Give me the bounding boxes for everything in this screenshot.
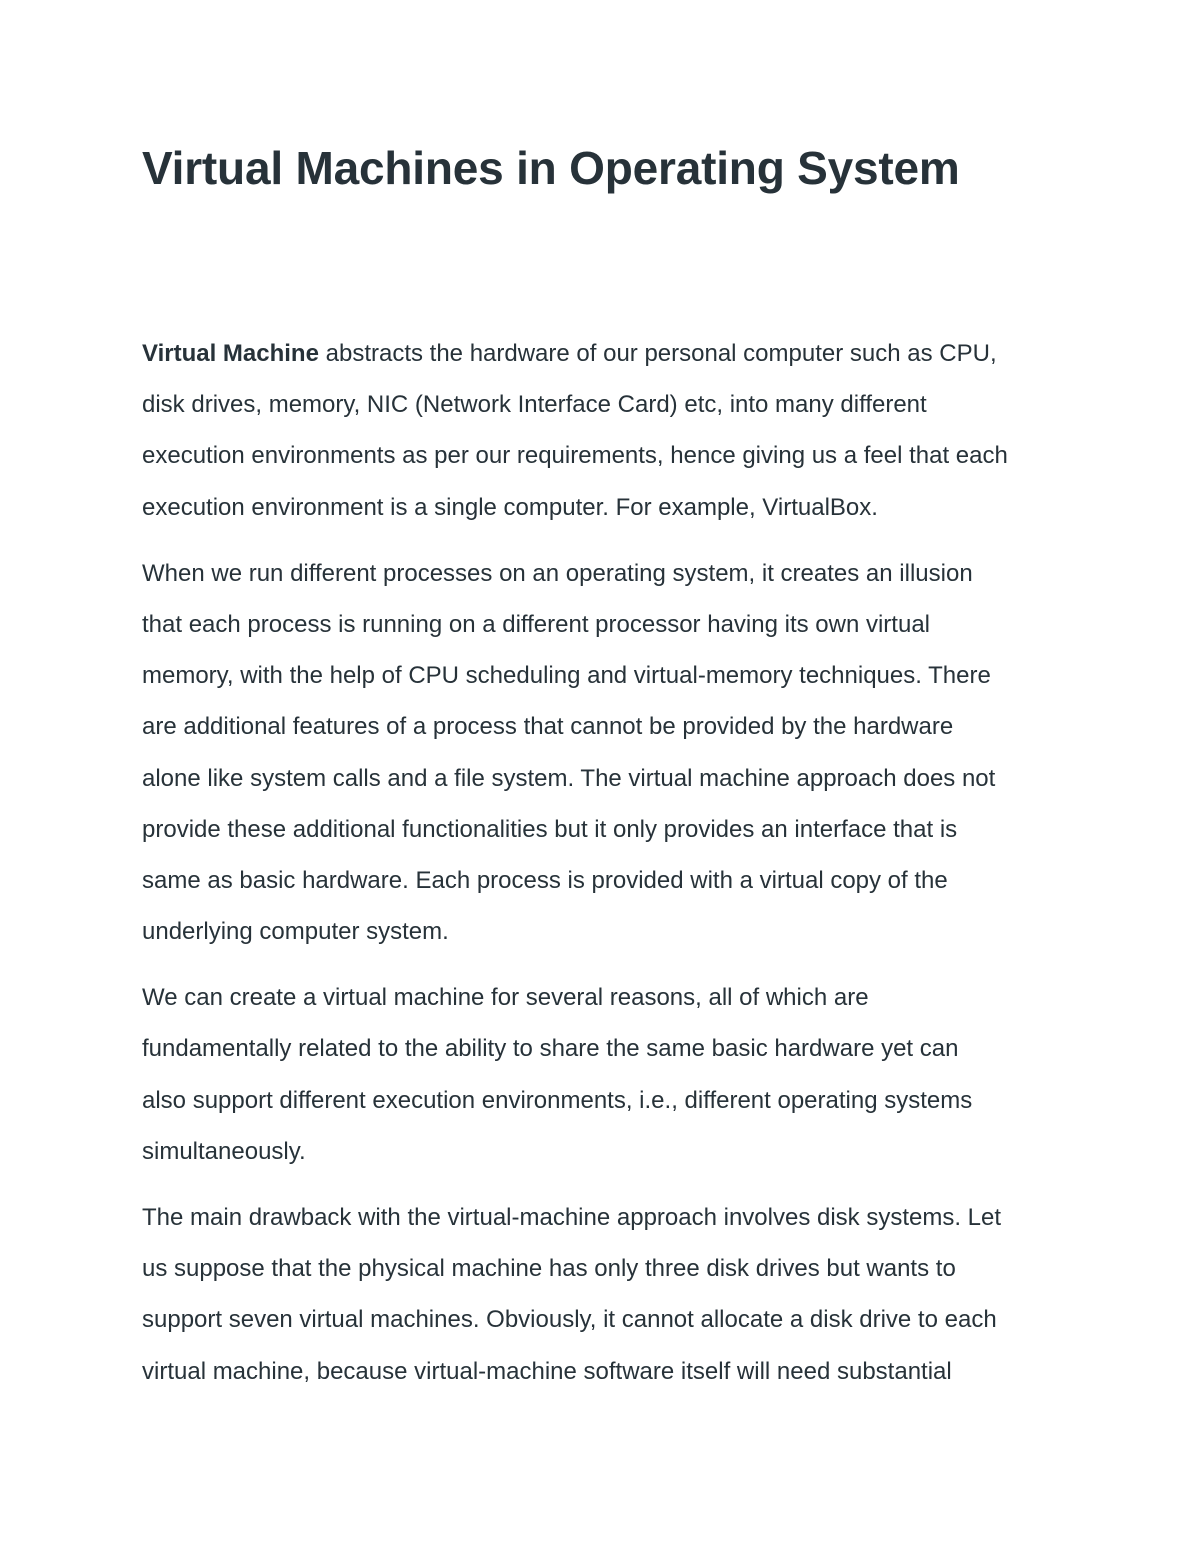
paragraph-line: The main drawback with the virtual-machine approach involves disk systems. Let: [142, 1204, 1002, 1231]
paragraph-line: underlying computer system.: [142, 918, 449, 946]
document-body: [142, 328, 1072, 1412]
paragraph-line: that each process is running on a different processor having its own virtual: [142, 610, 930, 638]
paragraph-line: memory, with the help of CPU scheduling and virtual-memory techniques. There: [142, 662, 991, 690]
paragraph-line: us suppose that the physical machine has only three disk drives but wants to: [142, 1255, 956, 1283]
paragraph-line: are additional features of a process that cannot be provided by the hardware: [142, 713, 954, 741]
paragraph-line: also support different execution environments, i.e., different operating systems: [142, 1086, 973, 1114]
paragraph-line: [142, 328, 1072, 379]
page-title: Virtual Machines in Operating System: [142, 142, 960, 194]
paragraph-3: [142, 972, 1072, 1177]
paragraph-line: virtual machine, because virtual-machine software itself will need substantial: [142, 1357, 952, 1385]
paragraph-line: alone like system calls and a file system. The virtual machine approach does not: [142, 764, 996, 792]
paragraph-line: fundamentally related to the ability to share the same basic hardware yet can: [142, 1035, 959, 1063]
paragraph-line: We can create a virtual machine for several reasons, all of which are: [142, 984, 869, 1012]
paragraph-line: provide these additional functionalities but it only provides an interface that is: [142, 815, 958, 843]
paragraph-line: execution environment is a single computer. For example, VirtualBox.: [142, 493, 878, 521]
paragraph-line: execution environments as per our requirements, hence giving us a feel that each: [142, 442, 1008, 470]
line-text: abstracts the hardware of our personal computer such as CPU,: [318, 340, 997, 367]
paragraph-1: [142, 328, 1072, 533]
paragraph-2: [142, 548, 1072, 958]
paragraph-line: simultaneously.: [142, 1137, 306, 1165]
paragraph-line: disk drives, memory, NIC (Network Interface Card) etc, into many different: [142, 391, 927, 419]
paragraph-line: When we run different processes on an operating system, it creates an illusion: [142, 559, 973, 587]
paragraph-line: support seven virtual machines. Obviously, it cannot allocate a disk drive to each: [142, 1306, 997, 1334]
paragraph-line: same as basic hardware. Each process is provided with a virtual copy of the: [142, 866, 948, 894]
bold-term: Virtual Machine: [142, 340, 319, 367]
paragraph-4: [142, 1192, 1072, 1397]
